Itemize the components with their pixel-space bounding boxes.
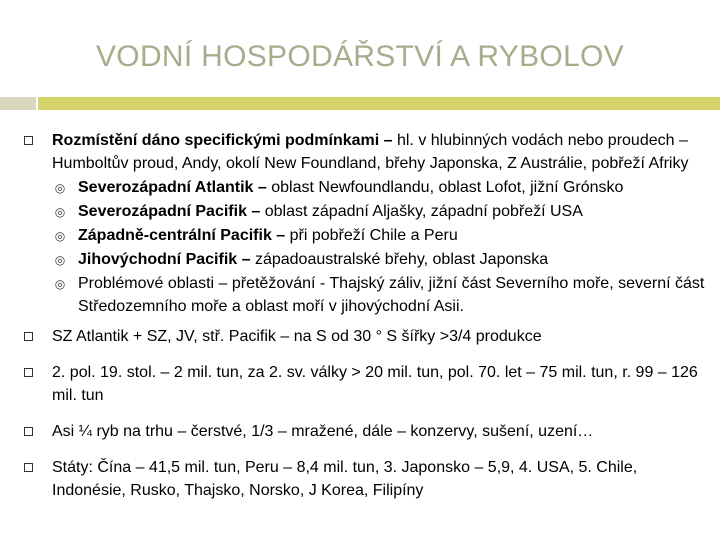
slide-title: VODNÍ HOSPODÁŘSTVÍ A RYBOLOV bbox=[96, 40, 624, 73]
bullet-market bbox=[0, 420, 720, 443]
bullet-sz-atlantic bbox=[0, 325, 720, 348]
bullet-text: SZ Atlantik + SZ, JV, stř. Pacifik – na S od 30 ° S šířky >3/4 produkce bbox=[52, 328, 542, 345]
square-bullet-icon bbox=[24, 136, 33, 145]
bullet-distribution bbox=[0, 129, 720, 175]
subbullet-wc-pacific bbox=[0, 224, 720, 248]
bullet-states bbox=[0, 456, 720, 502]
bullet-text: Státy: Čína – 41,5 mil. tun, Peru – 8,4 mil. tun, 3. Japonsko – 5,9, 4. USA, 5. Chile, Indonésie, Rusko, Thajsko, Norsko, J Korea, Filipíny bbox=[52, 459, 638, 499]
target-bullet-icon: ◎ bbox=[54, 277, 66, 291]
target-bullet-icon: ◎ bbox=[54, 181, 66, 195]
bullet-text: Asi ¼ ryb na trhu – čerstvé, 1/3 – mražené, dále – konzervy, sušení, uzení… bbox=[52, 423, 594, 440]
subbullet-bold: Jihovýchodní Pacifik – bbox=[78, 251, 251, 268]
subbullet-nw-atlantic bbox=[0, 176, 720, 200]
target-bullet-icon: ◎ bbox=[54, 205, 66, 219]
bullet-text: 2. pol. 19. stol. – 2 mil. tun, za 2. sv. války > 20 mil. tun, pol. 70. let – 75 mil. tun, r. 99 – 126 mil. tun bbox=[52, 364, 698, 404]
target-bullet-icon: ◎ bbox=[54, 229, 66, 243]
subbullet-text: při pobřeží Chile a Peru bbox=[285, 227, 458, 244]
subbullet-nw-pacific bbox=[0, 200, 720, 224]
bullet-bold: Rozmístění dáno specifickými podmínkami – bbox=[52, 132, 393, 149]
subbullet-text: oblast Newfoundlandu, oblast Lofot, jižní Grónsko bbox=[266, 179, 624, 196]
square-bullet-icon bbox=[24, 463, 33, 472]
subbullet-se-pacific bbox=[0, 248, 720, 272]
subbullet-text: západoaustralské břehy, oblast Japonska bbox=[250, 251, 549, 268]
square-bullet-icon bbox=[24, 427, 33, 436]
square-bullet-icon bbox=[24, 368, 33, 377]
slide-content bbox=[0, 129, 720, 502]
subbullet-bold: Severozápadní Atlantik – bbox=[78, 179, 267, 196]
subbullet-bold: Severozápadní Pacifik – bbox=[78, 203, 261, 220]
square-bullet-icon bbox=[24, 332, 33, 341]
subbullet-text: Problémové oblasti – přetěžování - Thajský záliv, jižní část Severního moře, severní část Středozemního moře a oblast moří v jihovýchodní Asii. bbox=[78, 275, 705, 315]
subbullet-bold: Západně-centrální Pacifik – bbox=[78, 227, 286, 244]
title-rule-left bbox=[0, 97, 36, 110]
target-bullet-icon: ◎ bbox=[54, 253, 66, 267]
subbullet-text: oblast západní Aljašky, západní pobřeží USA bbox=[260, 203, 583, 220]
bullet-text: hl. v hlubinných vodách nebo proudech – Humboltův proud, Andy, okolí New Foundland, břehy Japonska, Z Austrálie, pobřeží Afriky bbox=[52, 132, 689, 172]
subbullet-problem-areas bbox=[0, 272, 720, 318]
title-rule-bar bbox=[38, 97, 720, 110]
bullet-history bbox=[0, 361, 720, 407]
